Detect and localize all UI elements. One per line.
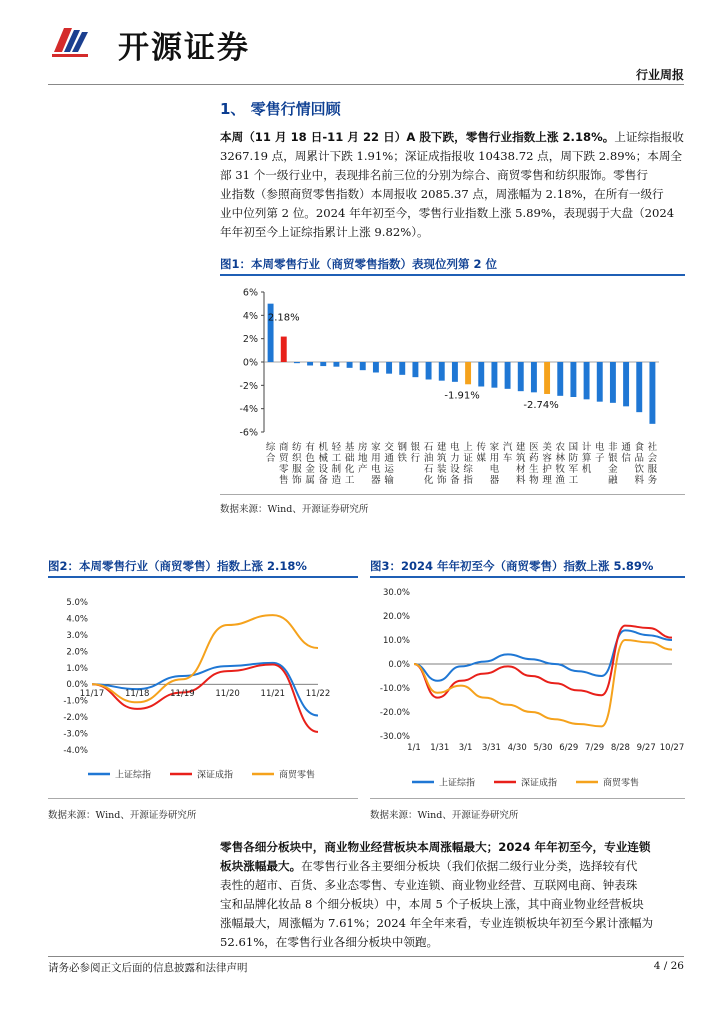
fig1-title: 图1：本周零售行业（商贸零售指数）表现位列第 2 位: [220, 257, 498, 271]
x-tick-label: 11/20: [215, 689, 240, 700]
x-tick-label: 家用电器: [371, 442, 381, 486]
y-tick-label: 10.0%: [382, 636, 410, 646]
legend-label: 上证综指: [115, 770, 152, 781]
bar: [373, 362, 379, 373]
bar: [399, 362, 405, 375]
data-label: -1.91%: [444, 390, 480, 402]
y-tick-label: -3.0%: [63, 729, 88, 740]
x-tick-label: 11/21: [260, 689, 286, 700]
fig2-source: 数据来源：Wind、开源证券研究所: [48, 810, 197, 821]
x-tick-label: 11/17: [79, 689, 105, 700]
y-tick-label: 5.0%: [66, 598, 88, 608]
x-tick-label: 11/18: [124, 689, 150, 700]
y-tick-label: 30.0%: [382, 588, 410, 598]
bar: [360, 362, 366, 370]
x-tick-label: 社会服务: [647, 442, 658, 486]
y-tick-label: 0.0%: [388, 660, 410, 670]
logo-icon: [48, 18, 92, 62]
y-tick-label: 1.0%: [66, 663, 88, 674]
x-tick-label: 汽车: [502, 442, 513, 464]
y-tick-label: 2%: [242, 334, 258, 346]
x-tick-label: 农林牧渔: [555, 442, 566, 486]
segment-paragraph: 零售各细分板块中，商业物业经营板块本周涨幅最大；2024 年年初至今，专业连锁 板块涨幅最大。在零售行业各主要细分板块（我们依据二级行业分类，选择较有代 表性的超市、百货、多业态零售、专业连锁、商业物业经营、互联网电商、钟表珠 宝和品牌化妆品 8 个细分板块）中，本周 5 个子板块上涨，其中商业物业经营板块 涨幅最大，周涨幅为 7.61%；2024 年全年来看，专业连锁板块年初至今累计涨幅为 52.61%，在零售行业各细分板块中领跑。: [220, 840, 654, 949]
x-tick-label: 8/28: [610, 743, 630, 753]
y-tick-label: 20.0%: [382, 612, 410, 622]
company-name: 开源证券: [118, 30, 250, 66]
y-tick-label: -30.0%: [379, 732, 410, 742]
bar: [505, 362, 511, 389]
bar: [531, 362, 537, 392]
legend-label: 深证成指: [521, 778, 558, 789]
series-line: [414, 630, 672, 680]
y-tick-label: -2%: [239, 380, 258, 392]
bar: [557, 362, 563, 396]
x-tick-label: 纺织服饰: [292, 442, 302, 486]
x-tick-label: 轻工制造: [331, 442, 342, 486]
header-rule: [48, 84, 684, 85]
y-tick-label: 3.0%: [66, 630, 88, 641]
x-tick-label: 10/27: [659, 743, 685, 753]
footer-rule: [48, 956, 684, 957]
x-tick-label: 非银金融: [608, 442, 618, 486]
footer-disclaimer: 请务必参阅正文后面的信息披露和法律声明: [48, 962, 248, 974]
bar: [478, 362, 484, 387]
x-tick-label: 1/31: [430, 743, 450, 753]
x-tick-label: 交通运输: [384, 442, 394, 486]
fig1-source: 数据来源：Wind、开源证券研究所: [220, 504, 369, 515]
x-tick-label: 6/29: [559, 743, 579, 753]
fig1-bottom-rule: [220, 494, 685, 495]
x-tick-label: 11/22: [305, 689, 331, 700]
bar: [386, 362, 392, 374]
y-tick-label: -6%: [239, 427, 258, 439]
fig3-title-rule: [370, 576, 685, 578]
x-tick-label: 3/31: [481, 743, 501, 753]
fig3-chart: [370, 582, 685, 792]
x-tick-label: 建筑装饰: [436, 442, 447, 486]
x-tick-label: 国防军工: [568, 442, 579, 486]
x-tick-label: 上证综指: [463, 442, 473, 486]
x-tick-label: 9/27: [636, 743, 656, 753]
data-label: -2.74%: [523, 399, 559, 411]
bar: [333, 362, 339, 367]
page-number: 4 / 26: [653, 960, 684, 972]
x-tick-label: 建筑材料: [515, 442, 526, 486]
y-tick-label: 4%: [242, 310, 258, 322]
bar: [320, 362, 326, 366]
summary-paragraph: 本周（11 月 18 日-11 月 22 日）A 股下跌，零售行业指数上涨 2.18%。上证综指报收 3267.19 点，周累计下跌 1.91%；深证成指报收 10438.72 点，周下跌 2.89%；本周全 部 31 个一级行业中，表现排名前三位的分别为综合、商贸零售和纺织服饰。零售行 业指数（参照商贸零售指数）本周报收 2085.37 点，周涨幅为 2.18%，在所有一级行 业中位列第 2 位。2024 年年初至今，零售行业指数上涨 5.89%，表现弱于大盘（2024 年年初至今上证综指累计上涨 9.82%）。: [220, 130, 684, 239]
bar: [412, 362, 418, 377]
fig2-title-rule: [48, 576, 358, 578]
bar: [570, 362, 576, 397]
y-tick-label: -4.0%: [63, 746, 88, 756]
fig2-title: 图2：本周零售行业（商贸零售）指数上涨 2.18%: [48, 559, 307, 573]
y-tick-label: 2.0%: [66, 647, 88, 658]
x-tick-label: 传媒: [476, 442, 487, 464]
x-tick-label: 5/30: [533, 743, 553, 753]
bar: [623, 362, 629, 406]
bar: [584, 362, 590, 399]
bar: [307, 362, 313, 366]
y-tick-label: 6%: [242, 287, 258, 299]
legend-label: 商贸零售: [279, 770, 316, 781]
fig3-title: 图3：2024 年年初至今（商贸零售）指数上涨 5.89%: [370, 559, 654, 573]
y-tick-label: -10.0%: [379, 684, 410, 694]
legend-label: 深证成指: [197, 770, 234, 781]
bar: [465, 362, 471, 384]
report-type-tag: 行业周报: [635, 68, 684, 82]
summary-lead: 本周（11 月 18 日-11 月 22 日）A 股下跌，零售行业指数上涨 2.18%。: [220, 130, 615, 144]
series-line: [414, 640, 672, 726]
bar: [347, 362, 353, 368]
y-tick-label: 0%: [242, 357, 258, 369]
x-tick-label: 石油石化: [423, 442, 434, 486]
y-tick-label: -4%: [239, 404, 258, 416]
legend-label: 上证综指: [439, 778, 476, 789]
bar: [544, 362, 550, 394]
x-tick-label: 基础化工: [344, 442, 355, 486]
x-tick-label: 3/1: [458, 743, 473, 753]
fig2-bottom-rule: [48, 798, 358, 799]
bar: [294, 362, 300, 363]
x-tick-label: 商贸零售: [278, 442, 289, 486]
legend-label: 商贸零售: [603, 778, 640, 789]
y-tick-label: -1.0%: [63, 696, 88, 707]
x-tick-label: 食品饮料: [634, 442, 645, 486]
fig3-source: 数据来源：Wind、开源证券研究所: [370, 810, 519, 821]
x-tick-label: 家用电器: [489, 442, 500, 486]
bar: [597, 362, 603, 402]
section-title: 1、 零售行情回顾: [220, 100, 341, 118]
x-tick-label: 医药生物: [529, 442, 539, 486]
data-label: 2.18%: [267, 312, 300, 324]
x-tick-label: 4/30: [507, 743, 527, 753]
bar: [281, 337, 287, 362]
y-tick-label: -20.0%: [379, 708, 410, 718]
x-tick-label: 计算机: [581, 442, 592, 475]
bar: [636, 362, 642, 412]
bar: [649, 362, 655, 424]
x-tick-label: 通信: [621, 442, 631, 464]
x-tick-label: 钢铁: [397, 442, 408, 464]
bar: [610, 362, 616, 403]
x-tick-label: 机械设备: [318, 442, 329, 486]
fig3-bottom-rule: [370, 798, 685, 799]
bar: [491, 362, 497, 388]
x-tick-label: 房地产: [357, 442, 368, 475]
y-tick-label: -2.0%: [63, 713, 88, 724]
x-tick-label: 11/19: [170, 689, 195, 700]
bar: [439, 362, 445, 381]
y-tick-label: 0.0%: [66, 680, 88, 691]
fig1-title-rule: [220, 274, 685, 276]
bar: [426, 362, 432, 380]
bar: [518, 362, 524, 391]
x-tick-label: 综合: [265, 442, 276, 464]
fig2-chart: [48, 582, 358, 782]
x-tick-label: 美容护理: [542, 442, 552, 486]
x-tick-label: 1/1: [407, 743, 421, 753]
y-tick-label: 4.0%: [66, 614, 88, 625]
bar: [452, 362, 458, 382]
logo: [48, 18, 92, 62]
x-tick-label: 银行: [410, 442, 421, 464]
x-tick-label: 有色金属: [305, 442, 315, 486]
fig1-chart: [220, 280, 685, 490]
x-tick-label: 电子: [594, 442, 605, 464]
x-tick-label: 7/29: [585, 743, 605, 753]
x-tick-label: 电力设备: [450, 442, 460, 486]
